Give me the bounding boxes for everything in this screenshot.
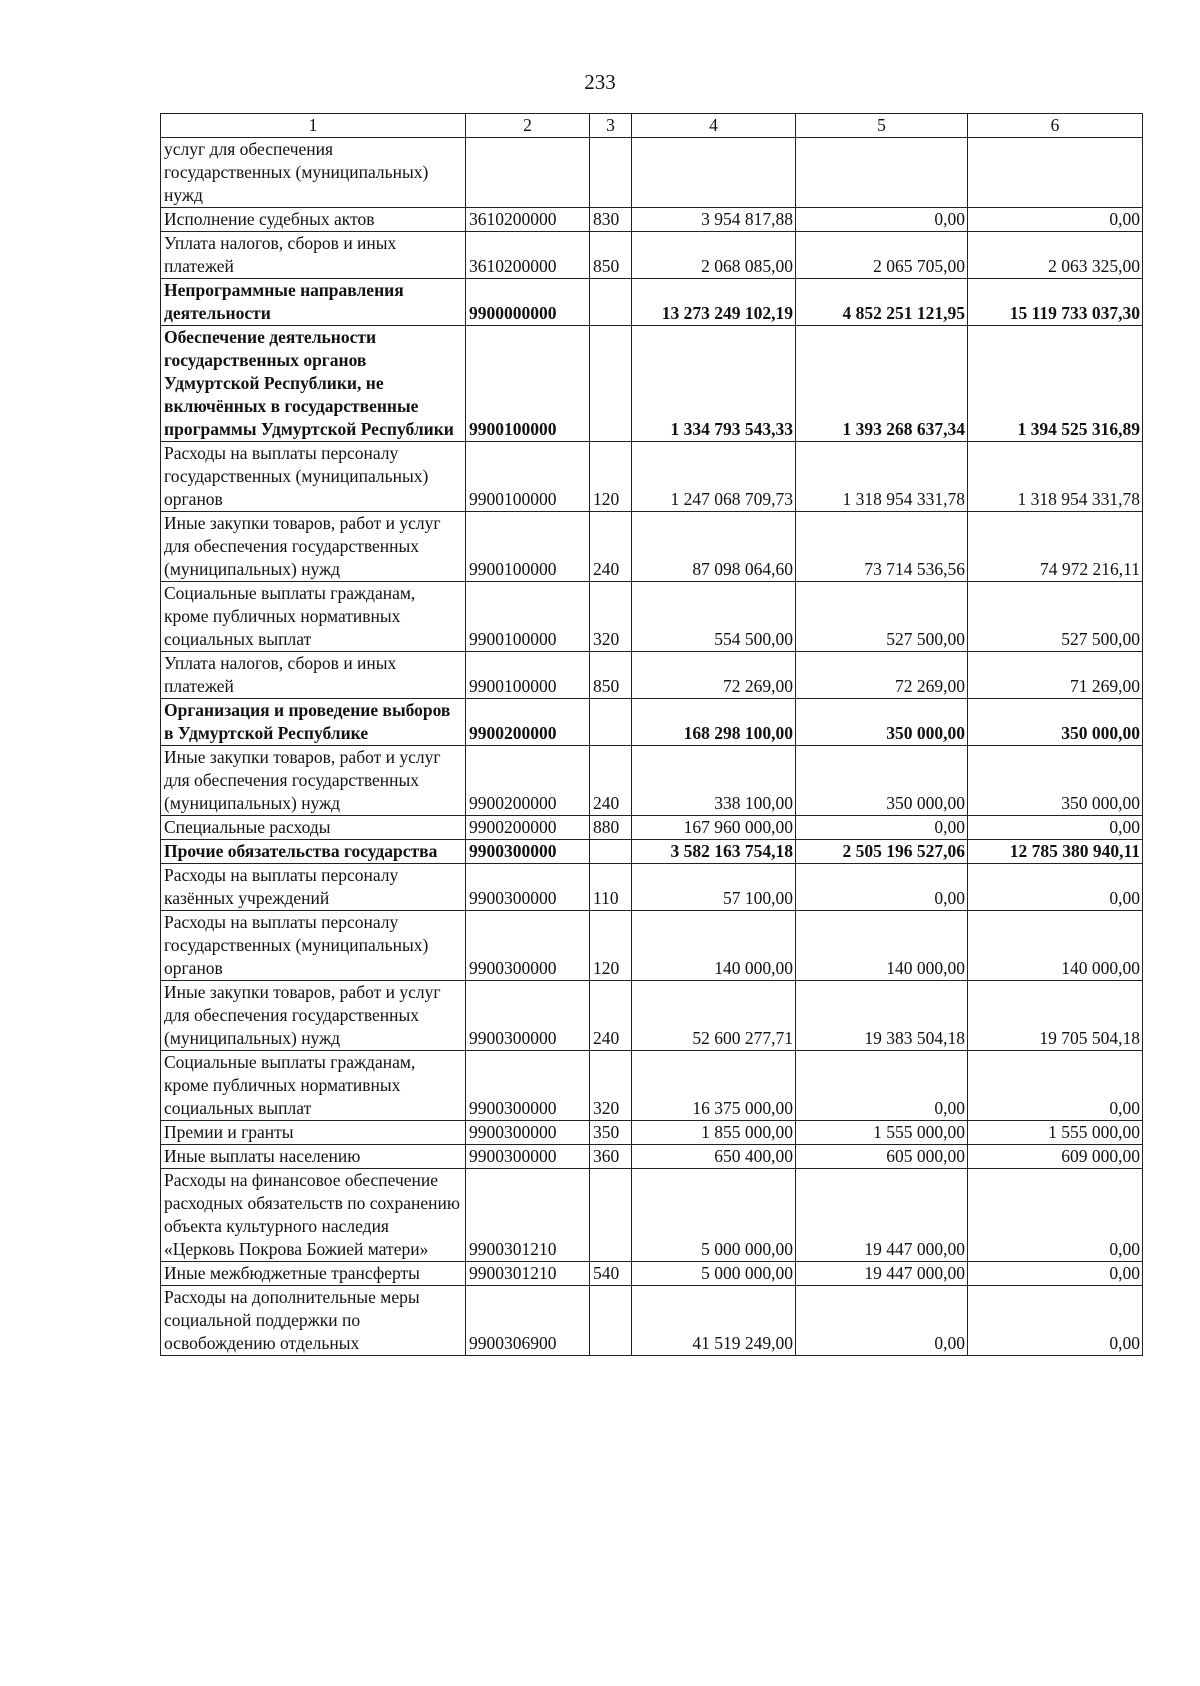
row-code-cell: 9900200000 [466, 699, 590, 746]
table-row [161, 1145, 1143, 1169]
row-name-cell: Организация и проведение выборов в Удмуртской Республике [161, 699, 466, 746]
header-cell: 1 [161, 114, 466, 138]
header-cell: 5 [796, 114, 968, 138]
table-row [161, 512, 1143, 582]
row-value-col5-cell: 19 383 504,18 [796, 981, 968, 1051]
row-value-col4-cell: 338 100,00 [632, 746, 796, 816]
row-value-col4-cell: 1 247 068 709,73 [632, 442, 796, 512]
row-expense-type-cell: 880 [590, 816, 632, 840]
table-row [161, 1262, 1143, 1286]
row-expense-type-cell: 120 [590, 442, 632, 512]
row-value-col6-cell: 0,00 [968, 1286, 1143, 1356]
row-name-cell: Обеспечение деятельности государственных органов Удмуртской Республики, не включённых в государственные программы Удмуртской Республики [161, 326, 466, 442]
row-expense-type-cell: 240 [590, 746, 632, 816]
row-expense-type-cell [590, 1286, 632, 1356]
row-code-cell: 9900200000 [466, 816, 590, 840]
row-code-cell: 3610200000 [466, 208, 590, 232]
row-value-col4-cell: 167 960 000,00 [632, 816, 796, 840]
row-code-cell: 9900000000 [466, 279, 590, 326]
row-expense-type-cell: 120 [590, 911, 632, 981]
row-name-cell: Расходы на выплаты персоналу государственных (муниципальных) органов [161, 911, 466, 981]
row-value-col6-cell: 19 705 504,18 [968, 981, 1143, 1051]
row-name-cell: Расходы на выплаты персоналу государственных (муниципальных) органов [161, 442, 466, 512]
row-expense-type-cell [590, 1169, 632, 1262]
row-name-cell: Уплата налогов, сборов и иных платежей [161, 652, 466, 699]
row-value-col6-cell: 0,00 [968, 864, 1143, 911]
table-row [161, 582, 1143, 652]
table-row [161, 279, 1143, 326]
row-name-cell: Расходы на дополнительные меры социальной поддержки по освобождению отдельных [161, 1286, 466, 1356]
row-name-cell: Иные закупки товаров, работ и услуг для обеспечения государственных (муниципальных) нужд [161, 512, 466, 582]
row-code-cell: 9900300000 [466, 864, 590, 911]
row-expense-type-cell: 360 [590, 1145, 632, 1169]
row-value-col6-cell: 2 063 325,00 [968, 232, 1143, 279]
row-value-col5-cell: 73 714 536,56 [796, 512, 968, 582]
header-cell: 6 [968, 114, 1143, 138]
row-expense-type-cell: 110 [590, 864, 632, 911]
row-value-col6-cell [968, 138, 1143, 208]
table-row [161, 816, 1143, 840]
row-code-cell: 9900100000 [466, 652, 590, 699]
row-name-cell: Премии и гранты [161, 1121, 466, 1145]
header-cell: 3 [590, 114, 632, 138]
row-value-col6-cell: 1 318 954 331,78 [968, 442, 1143, 512]
row-value-col5-cell: 605 000,00 [796, 1145, 968, 1169]
row-value-col5-cell: 0,00 [796, 864, 968, 911]
row-name-cell: Прочие обязательства государства [161, 840, 466, 864]
row-expense-type-cell [590, 138, 632, 208]
row-value-col5-cell: 527 500,00 [796, 582, 968, 652]
row-name-cell: Специальные расходы [161, 816, 466, 840]
row-code-cell: 9900301210 [466, 1262, 590, 1286]
row-expense-type-cell [590, 840, 632, 864]
row-name-cell: Уплата налогов, сборов и иных платежей [161, 232, 466, 279]
row-value-col5-cell: 0,00 [796, 208, 968, 232]
row-value-col6-cell: 12 785 380 940,11 [968, 840, 1143, 864]
table-row [161, 840, 1143, 864]
table-row [161, 864, 1143, 911]
row-expense-type-cell: 830 [590, 208, 632, 232]
row-name-cell: Социальные выплаты гражданам, кроме публичных нормативных социальных выплат [161, 1051, 466, 1121]
table-row [161, 138, 1143, 208]
row-name-cell: Иные закупки товаров, работ и услуг для обеспечения государственных (муниципальных) нужд [161, 746, 466, 816]
row-code-cell: 3610200000 [466, 232, 590, 279]
table-row [161, 652, 1143, 699]
row-code-cell: 9900100000 [466, 512, 590, 582]
row-expense-type-cell: 320 [590, 582, 632, 652]
row-value-col6-cell: 1 394 525 316,89 [968, 326, 1143, 442]
row-expense-type-cell: 240 [590, 981, 632, 1051]
row-value-col6-cell: 0,00 [968, 1051, 1143, 1121]
row-value-col4-cell: 3 954 817,88 [632, 208, 796, 232]
table-row [161, 1286, 1143, 1356]
row-name-cell: Расходы на финансовое обеспечение расходных обязательств по сохранению объекта культурного наследия «Церковь Покрова Божией матери» [161, 1169, 466, 1262]
row-value-col4-cell [632, 138, 796, 208]
row-value-col5-cell: 140 000,00 [796, 911, 968, 981]
row-expense-type-cell [590, 279, 632, 326]
row-code-cell: 9900300000 [466, 1145, 590, 1169]
table-row [161, 1121, 1143, 1145]
row-expense-type-cell [590, 699, 632, 746]
row-code-cell: 9900200000 [466, 746, 590, 816]
row-value-col6-cell: 609 000,00 [968, 1145, 1143, 1169]
row-name-cell: Исполнение судебных актов [161, 208, 466, 232]
row-value-col5-cell: 4 852 251 121,95 [796, 279, 968, 326]
table-row [161, 208, 1143, 232]
row-name-cell: услуг для обеспечения государственных (муниципальных) нужд [161, 138, 466, 208]
row-value-col6-cell: 0,00 [968, 1169, 1143, 1262]
row-value-col5-cell [796, 138, 968, 208]
row-value-col5-cell: 0,00 [796, 1286, 968, 1356]
row-value-col4-cell: 41 519 249,00 [632, 1286, 796, 1356]
row-code-cell: 9900300000 [466, 1051, 590, 1121]
budget-table [160, 113, 1143, 1356]
row-expense-type-cell: 320 [590, 1051, 632, 1121]
row-value-col6-cell: 350 000,00 [968, 746, 1143, 816]
header-cell: 4 [632, 114, 796, 138]
row-value-col6-cell: 74 972 216,11 [968, 512, 1143, 582]
row-value-col4-cell: 2 068 085,00 [632, 232, 796, 279]
row-value-col4-cell: 140 000,00 [632, 911, 796, 981]
row-code-cell: 9900301210 [466, 1169, 590, 1262]
row-expense-type-cell: 350 [590, 1121, 632, 1145]
row-value-col5-cell: 2 065 705,00 [796, 232, 968, 279]
row-name-cell: Иные закупки товаров, работ и услуг для обеспечения государственных (муниципальных) нужд [161, 981, 466, 1051]
row-code-cell: 9900306900 [466, 1286, 590, 1356]
row-value-col6-cell: 0,00 [968, 208, 1143, 232]
row-name-cell: Непрограммные направления деятельности [161, 279, 466, 326]
table-row [161, 1051, 1143, 1121]
row-value-col6-cell: 350 000,00 [968, 699, 1143, 746]
row-name-cell: Социальные выплаты гражданам, кроме публичных нормативных социальных выплат [161, 582, 466, 652]
row-value-col5-cell: 350 000,00 [796, 746, 968, 816]
row-value-col4-cell: 168 298 100,00 [632, 699, 796, 746]
row-value-col5-cell: 0,00 [796, 816, 968, 840]
row-value-col4-cell: 5 000 000,00 [632, 1262, 796, 1286]
row-code-cell: 9900300000 [466, 1121, 590, 1145]
table-row [161, 326, 1143, 442]
row-value-col6-cell: 15 119 733 037,30 [968, 279, 1143, 326]
table-row [161, 981, 1143, 1051]
row-value-col4-cell: 72 269,00 [632, 652, 796, 699]
row-code-cell: 9900100000 [466, 442, 590, 512]
table-row [161, 442, 1143, 512]
row-name-cell: Иные выплаты населению [161, 1145, 466, 1169]
row-value-col4-cell: 87 098 064,60 [632, 512, 796, 582]
row-value-col5-cell: 1 555 000,00 [796, 1121, 968, 1145]
row-value-col6-cell: 527 500,00 [968, 582, 1143, 652]
page-number: 233 [584, 70, 616, 94]
row-value-col4-cell: 3 582 163 754,18 [632, 840, 796, 864]
table-row [161, 911, 1143, 981]
table-row [161, 232, 1143, 279]
row-value-col5-cell: 1 393 268 637,34 [796, 326, 968, 442]
row-value-col5-cell: 350 000,00 [796, 699, 968, 746]
row-value-col5-cell: 19 447 000,00 [796, 1262, 968, 1286]
row-name-cell: Иные межбюджетные трансферты [161, 1262, 466, 1286]
row-value-col6-cell: 140 000,00 [968, 911, 1143, 981]
row-expense-type-cell: 850 [590, 652, 632, 699]
row-value-col4-cell: 13 273 249 102,19 [632, 279, 796, 326]
row-value-col6-cell: 0,00 [968, 816, 1143, 840]
row-value-col4-cell: 16 375 000,00 [632, 1051, 796, 1121]
row-value-col6-cell: 1 555 000,00 [968, 1121, 1143, 1145]
table-row [161, 1169, 1143, 1262]
row-expense-type-cell: 240 [590, 512, 632, 582]
row-value-col5-cell: 1 318 954 331,78 [796, 442, 968, 512]
row-name-cell: Расходы на выплаты персоналу казённых учреждений [161, 864, 466, 911]
row-value-col4-cell: 52 600 277,71 [632, 981, 796, 1051]
row-value-col6-cell: 71 269,00 [968, 652, 1143, 699]
row-expense-type-cell [590, 326, 632, 442]
row-value-col4-cell: 650 400,00 [632, 1145, 796, 1169]
table-row [161, 746, 1143, 816]
row-value-col4-cell: 1 334 793 543,33 [632, 326, 796, 442]
row-code-cell: 9900300000 [466, 911, 590, 981]
row-code-cell: 9900100000 [466, 582, 590, 652]
row-value-col5-cell: 0,00 [796, 1051, 968, 1121]
header-cell: 2 [466, 114, 590, 138]
row-code-cell [466, 138, 590, 208]
row-value-col4-cell: 1 855 000,00 [632, 1121, 796, 1145]
row-expense-type-cell: 540 [590, 1262, 632, 1286]
table-row [161, 699, 1143, 746]
row-value-col4-cell: 57 100,00 [632, 864, 796, 911]
table-header-row [161, 114, 1143, 138]
row-value-col5-cell: 72 269,00 [796, 652, 968, 699]
row-code-cell: 9900300000 [466, 981, 590, 1051]
row-code-cell: 9900300000 [466, 840, 590, 864]
row-code-cell: 9900100000 [466, 326, 590, 442]
row-value-col6-cell: 0,00 [968, 1262, 1143, 1286]
row-value-col4-cell: 554 500,00 [632, 582, 796, 652]
row-expense-type-cell: 850 [590, 232, 632, 279]
row-value-col5-cell: 2 505 196 527,06 [796, 840, 968, 864]
row-value-col5-cell: 19 447 000,00 [796, 1169, 968, 1262]
row-value-col4-cell: 5 000 000,00 [632, 1169, 796, 1262]
